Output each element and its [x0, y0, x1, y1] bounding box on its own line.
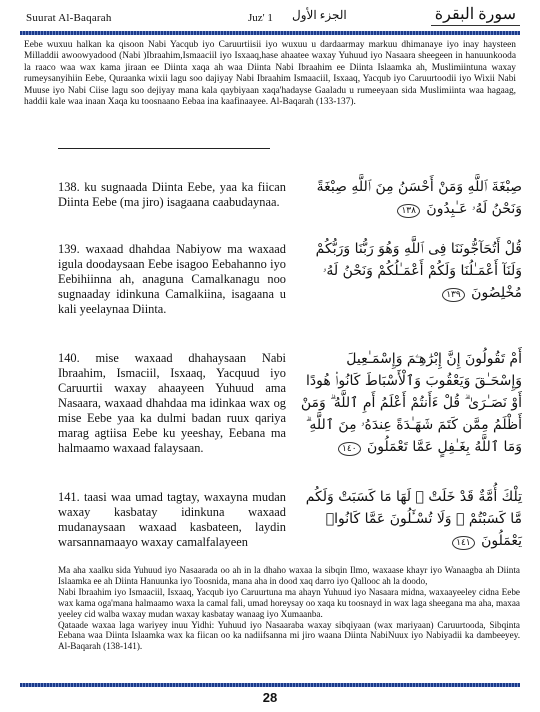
verse-number-marker: ١٣٩ [442, 288, 465, 302]
page-number: 28 [262, 690, 278, 705]
commentary-paragraph: Nabi Ibraahim iyo Ismaaciil, Isxaaq, Yacqub iyo Caruurtuna ma ahayn Yuhuud iyo Nasaara midna, waxaayeeley cidna Eebe wax kama oga'mana halmaamo waxa la camal fali, umad horeysay oo xaqa ku toosnayd in wax laga sheegana ma aha, maxaa yeeley cid walba waxay mudan waxay kasbatay wanaag iyo Xumaanba. [58, 586, 520, 619]
verse-number-marker: ١٤٠ [338, 442, 361, 456]
verse-translation-138: 138. ku sugnaada Diinta Eebe, yaa ka fiican Diinta Eebe (ma jiro) isagaana caabudaynaa. [58, 180, 286, 209]
footer-divider [20, 683, 520, 687]
verse-number-marker: ١٤١ [452, 536, 475, 550]
commentary-block [58, 565, 520, 652]
arabic-text: صِبْغَةَ ٱللَّهِ وَمَنْ أَحْسَنُ مِنَ ٱللَّهِ صِبْغَةً وَنَحْنُ لَهُۥ عَـٰبِدُونَ [316, 179, 522, 217]
juz-label: Juz' 1 [248, 12, 273, 24]
verse-arabic-138 [298, 176, 522, 220]
intro-paragraph: Eebe wuxuu halkan ka qisoon Nabi Yacqub iyo Caruurtiisii iyo wuxuu u dardaarmay markuu dhimanaye iyo inay haysteen Milladdii awoowyadood (Nabi )Ibraahim,Ismaaciil iyo Isxaaq,hase ahaatee waxay Yuhuud iyo Nasaara sheegeen in hanuunkooda la raaco waa wax kama jiraan ee Diinta xaqa ah waa Diinta Nabi Ibraahim ee Diinta Islaamka ah, Muslimiintuna waxay rumeysanyihiin Eebe, Quraanka wixii lagu soo dajiyay Nabi Ibraahim Ismaaciil, Isxaaq, Yacqub iyo Caruurtoodii iyo Wixii Nabi Muuse iyo Nabi Ciise lagu soo dejiyay mana kala qaybiyaan xaqa'hadayse Gaaladu u rumeeyaan sida Muslimiinta waa hagaag, haddii kale waa inaan Xaqa ku toosnaano Eebaa ina kaafinaayee. Al-Baqarah (133-137). [24, 40, 516, 108]
verse-translation-141: 141. taasi waa umad tagtay, waxayna mudan waxay kasbatay idinkuna waxaad mudanaysaan waxaad kasbateen, laydin warsannamaayo waxay camalfalayeen [58, 490, 286, 549]
arabic-text: أَمْ تَقُولُونَ إِنَّ إِبْرَٰهِـۧمَ وَإِسْمَـٰعِيلَ وَإِسْحَـٰقَ وَيَعْقُوبَ وَٱلْأَسْبَاطَ كَانُوا۟ هُودًا أَوْ نَصَـٰرَىٰ ۗ قُلْ ءَأَنتُمْ أَعْلَمُ أَمِ ٱللَّهُ ۗ وَمَنْ أَظْلَمُ مِمَّن كَتَمَ شَهَـٰدَةً عِندَهُۥ مِنَ ٱللَّهِ ۗ وَمَا ٱللَّهُ بِغَـٰفِلٍ عَمَّا تَعْمَلُونَ [300, 351, 522, 455]
arabic-text: تِلْكَ أُمَّةٌ قَدْ خَلَتْ ۖ لَهَا مَا كَسَبَتْ وَلَكُم مَّا كَسَبْتُمْ ۖ وَلَا تُسْـَٔلُونَ عَمَّا كَانُوا۟ يَعْمَلُونَ [305, 489, 522, 549]
juz-arabic: الجزء الأول [292, 8, 347, 22]
page-header [20, 4, 520, 34]
arabic-text: قُلْ أَتُحَآجُّونَنَا فِى ٱللَّهِ وَهُوَ رَبُّنَا وَرَبُّكُمْ وَلَنَآ أَعْمَـٰلُنَا وَلَكُمْ أَعْمَـٰلُكُمْ وَنَحْنُ لَهُۥ مُخْلِصُونَ [315, 241, 522, 301]
surah-arabic-title: سورة البقرة [431, 4, 520, 26]
verse-arabic-141 [298, 486, 522, 552]
surah-title: Suurat Al-Baqarah [26, 12, 112, 24]
verse-arabic-140 [298, 348, 522, 458]
commentary-paragraph: Qataade waxaa laga wariyey inuu Yidhi: Yuhuud iyo Nasaaraba waxay sibqiyaan (wax mariyaan) Caruurtooda, Sibqinta Eebana waa Diinta Islaamka wax ka fiican oo ka nadiifsanna mi jiro waana Diinta NabiNuux iyo Nabiyadii ka dambeeyey. Al-Baqarah (138-141). [58, 619, 520, 652]
verse-arabic-139 [298, 238, 522, 304]
verse-translation-139: 139. waxaad dhahdaa Nabiyow ma waxaad igula doodaysaan Eebe isagoo Eebahanno iyo Eebihiinna ah, anaguna Camalkanagu noo sugnaaday idinkuna Camalkiina, isagaana u kali yeelaynaa Diinta. [58, 242, 286, 316]
verse-translation-140: 140. mise waxaad dhahaysaan Nabi Ibraahim, Ismaciil, Isxaaq, Yacquud iyo Caruurtii waxay ahaayeen Yuhuud ama Nasaara, waxaad dhahdaa ma idinkaa wax og mise Eebe yaa ka dulmi badan ruux qariya marag agtiisa Eebe ku yeeshay, Eebana ma halmaamo waxaad falaysaan. [58, 351, 286, 455]
header-divider [20, 31, 520, 35]
verse-number-marker: ١٣٨ [397, 204, 420, 218]
section-divider [58, 148, 270, 149]
commentary-paragraph: Ma aha xaalku sida Yuhuud iyo Nasaarada oo ah in la dhaho waxaa la sibqin Ilmo, waxaase khayr iyo Wanaagba ah Diinta Islaamka ee ah Diinta Hanuunka iyo Toosnida, mana aha in dood xaq darro iyo Qallooc ah la doodo, [58, 565, 520, 586]
